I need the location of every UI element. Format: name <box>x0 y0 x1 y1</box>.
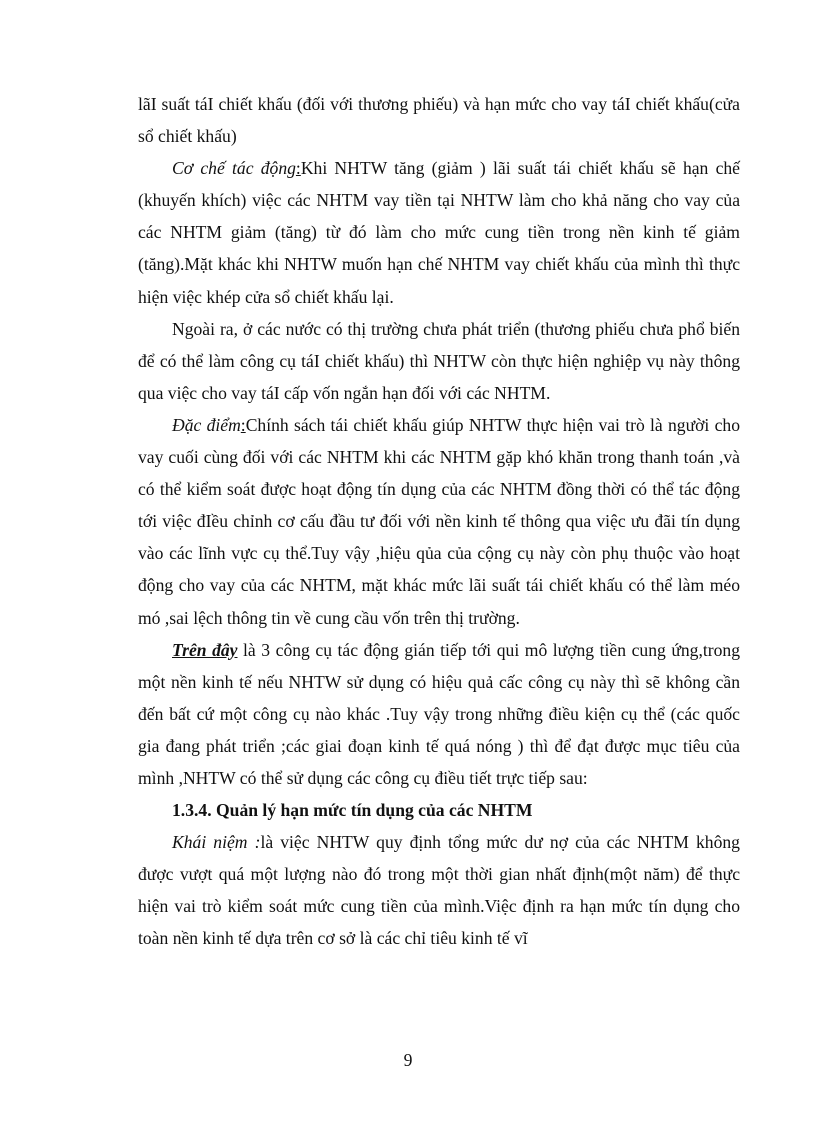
section-heading: 1.3.4. Quản lý hạn mức tín dụng của các NHTM <box>172 800 533 821</box>
document-body <box>138 88 740 955</box>
paragraph-developing-markets: Ngoài ra, ở các nước có thị trường chưa phát triển (thương phiếu chưa phổ biến để có thể làm công cụ táI chiết khấu) thì NHTW còn thực hiện nghiệp vụ này thông qua việc cho vay táI cấp vốn ngắn hạn đối với các NHTM. <box>138 318 740 403</box>
mechanism-colon: : <box>295 158 301 179</box>
features-label: Đặc điểm <box>172 414 241 435</box>
page-number: 9 <box>403 1050 413 1070</box>
mechanism-label: Cơ chế tác động <box>172 158 296 179</box>
features-text: Chính sách tái chiết khấu giúp NHTW thực hiện vai trò là người cho vay cuối cùng đối với các NHTM khi các NHTM gặp khó khăn trong thanh toán ,và có thể kiểm soát được hoạt động tín dụng của các NHTM đồng thời có thể tác động tới việc đIều chỉnh cơ cấu đầu tư đối với nền kinh tế thông qua việc ưu đãi tín dụng vào các lĩnh vực cụ thể.Tuy vậy ,hiệu qủa của cộng cụ này còn phụ thuộc vào hoạt động cho vay của các NHTM, mặt khác mức lãi suất tái chiết khấu có thể làm méo mó ,sai lệch thông tin về cung cầu vốn trên thị trường. <box>138 414 740 628</box>
paragraph-concept <box>138 826 740 954</box>
paragraph-features <box>138 409 740 634</box>
paragraph-mechanism <box>138 152 740 312</box>
features-colon: : <box>240 414 246 435</box>
paragraph-discount-rate: lãI suất táI chiết khấu (đối với thương phiếu) và hạn mức cho vay táI chiết khấu(cửa sổ chiết khấu) <box>138 94 740 147</box>
concept-text: là việc NHTW quy định tổng mức dư nợ của các NHTM không được vượt quá một lượng nào đó trong một thời gian nhất định(một năm) để thực hiện vai trò kiểm soát mức cung tiền của mình.Việc định ra hạn mức tín dụng cho toàn nền kinh tế dựa trên cơ sở là các chỉ tiêu kinh tế vĩ <box>138 832 740 949</box>
summary-label: Trên đây <box>172 639 238 660</box>
summary-text: là 3 công cụ tác động gián tiếp tới qui mô lượng tiền cung ứng,trong một nền kinh tế nếu NHTW sử dụng có hiệu quả cấc công cụ này thì sẽ không cần đến bất cứ một công cụ nào khác .Tuy vậy trong những điều kiện cụ thể (các quốc gia đang phát triển ;các giai đoạn kinh tế quá nóng ) thì để đạt được mục tiêu của mình ,NHTW có thể sử dụng các công cụ điều tiết trực tiếp sau: <box>138 639 740 788</box>
mechanism-text: Khi NHTW tăng (giảm ) lãi suất tái chiết khấu sẽ hạn chế (khuyến khích) việc các NHTM vay tiền tại NHTW làm cho khả năng cho vay của các NHTM giảm (tăng) từ đó làm cho mức cung tiền trong nền kinh tế giảm (tăng).Mặt khác khi NHTW muốn hạn chế NHTM vay chiết khấu của mình thì thực hiện việc khép cửa sổ chiết khấu lại. <box>138 158 740 307</box>
concept-label: Khái niệm : <box>172 832 261 853</box>
paragraph-summary <box>138 634 740 794</box>
